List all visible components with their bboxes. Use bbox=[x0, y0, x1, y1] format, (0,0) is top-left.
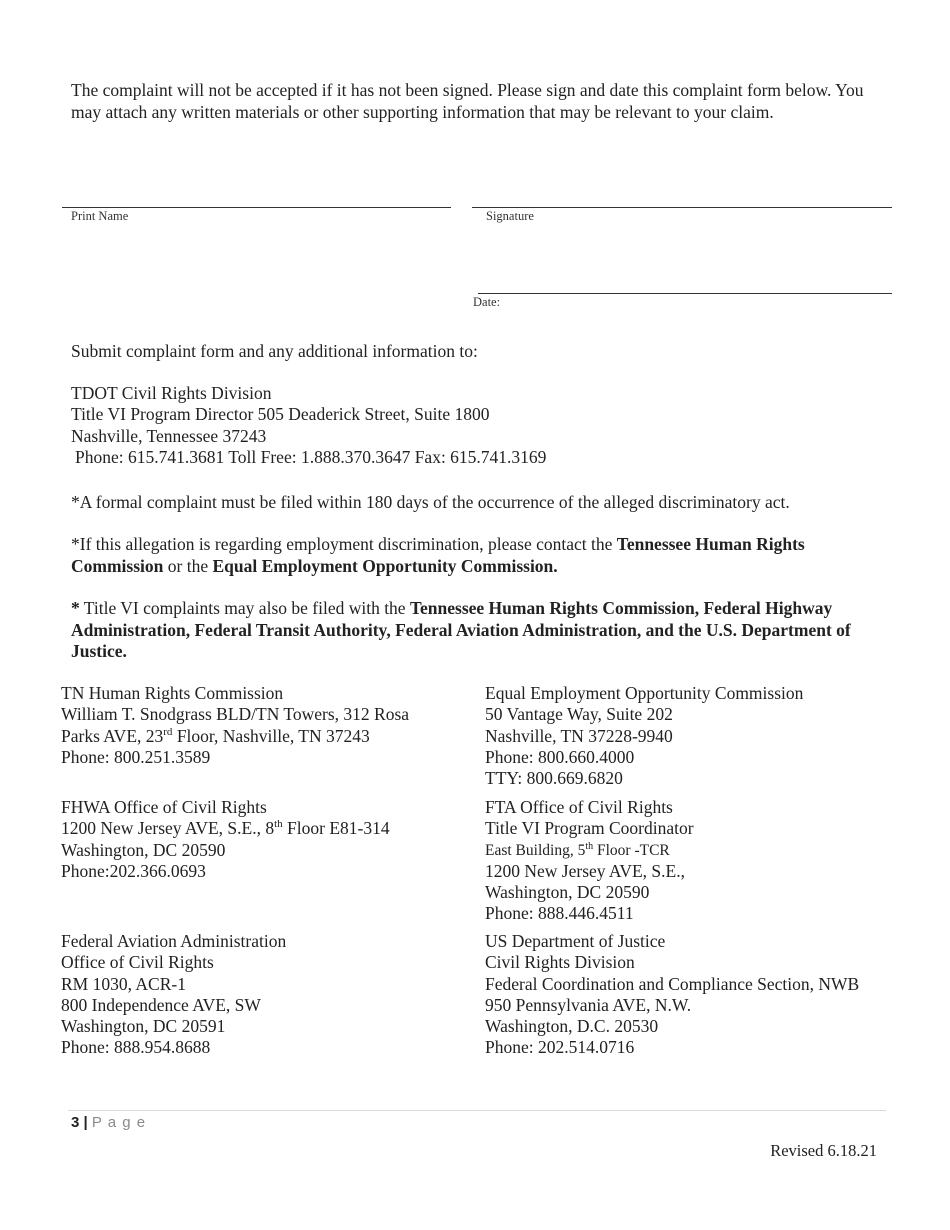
contact-phone: Phone: 800.660.4000 bbox=[485, 746, 635, 767]
tdot-line-4: Phone: 615.741.3681 Toll Free: 1.888.370.3647 Fax: 615.741.3169 bbox=[75, 446, 547, 467]
contact-address-line: Washington, DC 20590 bbox=[485, 882, 650, 903]
submit-intro: Submit complaint form and any additional information to: bbox=[71, 341, 478, 361]
contact-name: FHWA Office of Civil Rights bbox=[61, 797, 267, 817]
tdot-address bbox=[71, 383, 546, 468]
contact-name: FTA Office of Civil Rights bbox=[485, 797, 673, 817]
contact-phone: Phone: 888.954.8688 bbox=[61, 1037, 211, 1058]
contact-address-line: 800 Independence AVE, SW bbox=[61, 994, 261, 1015]
contact-address-line: Federal Coordination and Compliance Section, NWB bbox=[485, 973, 860, 994]
contact-phone: Phone: 800.251.3589 bbox=[61, 746, 211, 767]
contact-phone: Phone: 888.446.4511 bbox=[485, 903, 634, 924]
note-employment-thrc: Tennessee Human Rights Commission bbox=[71, 534, 805, 576]
note-employment bbox=[71, 534, 871, 577]
note-title-vi-text: Title VI complaints may also be filed with the bbox=[79, 598, 410, 618]
note-title-vi-agencies: Tennessee Human Rights Commission, Federal Highway Administration, Federal Transit Authority, Federal Aviation Administration, and the U.S. Department of Justice. bbox=[71, 598, 851, 661]
contact-doj bbox=[485, 931, 859, 1059]
contact-name: US Department of Justice bbox=[485, 931, 666, 951]
page-word: P a g e bbox=[91, 1114, 147, 1131]
signature-label: Signature bbox=[486, 209, 534, 223]
contact-address-line: 1200 New Jersey AVE, S.E., 8th Floor E81-314 bbox=[61, 818, 390, 839]
contact-address-line: Parks AVE, 23rd Floor, Nashville, TN 37243 bbox=[61, 725, 370, 746]
contact-phone: Phone:202.366.0693 bbox=[61, 860, 206, 881]
signature-line[interactable] bbox=[472, 207, 892, 208]
note-title-vi-star: * bbox=[71, 598, 80, 618]
contact-eeoc bbox=[485, 683, 803, 789]
tdot-line-3: Nashville, Tennessee 37243 bbox=[71, 425, 267, 446]
date-label: Date: bbox=[473, 295, 501, 309]
note-title-vi bbox=[71, 598, 871, 663]
note-employment-text-1: *If this allegation is regarding employment discrimination, please contact the bbox=[71, 534, 617, 554]
contact-address-line: Washington, DC 20590 bbox=[61, 839, 226, 860]
contact-fta bbox=[485, 797, 694, 925]
contact-phone: Phone: 202.514.0716 bbox=[485, 1037, 635, 1058]
print-name-line[interactable] bbox=[62, 207, 451, 208]
contact-address-line: 950 Pennsylvania AVE, N.W. bbox=[485, 994, 692, 1015]
contact-faa bbox=[61, 931, 286, 1059]
tdot-line-1: TDOT Civil Rights Division bbox=[71, 383, 272, 403]
contact-address-line: RM 1030, ACR-1 bbox=[61, 973, 186, 994]
contact-address-line: East Building, 5th Floor -TCR bbox=[485, 840, 670, 859]
contact-name: Equal Employment Opportunity Commission bbox=[485, 683, 804, 703]
contact-address-line: Civil Rights Division bbox=[485, 952, 635, 973]
contact-address-line: Title VI Program Coordinator bbox=[485, 818, 694, 839]
print-name-label: Print Name bbox=[71, 209, 129, 223]
page-number: 3 bbox=[71, 1114, 80, 1131]
contact-name: TN Human Rights Commission bbox=[61, 683, 284, 703]
page-separator: | bbox=[83, 1114, 88, 1131]
contact-address-line: Office of Civil Rights bbox=[61, 952, 214, 973]
contact-tty: TTY: 800.669.6820 bbox=[485, 768, 623, 789]
contact-tn-human-rights bbox=[61, 683, 409, 768]
contact-address-line: 1200 New Jersey AVE, S.E., bbox=[485, 860, 685, 881]
intro-paragraph: The complaint will not be accepted if it has not been signed. Please sign and date this complaint form below. You may attach any written materials or other supporting information that may be relevant to your claim. bbox=[71, 80, 864, 122]
date-line[interactable] bbox=[478, 293, 892, 294]
contact-fhwa bbox=[61, 797, 390, 882]
contact-address-line: Washington, D.C. 20530 bbox=[485, 1016, 659, 1037]
contact-address-line: Nashville, TN 37228-9940 bbox=[485, 725, 673, 746]
contact-name: Federal Aviation Administration bbox=[61, 931, 287, 951]
note-employment-text-2: or the bbox=[163, 555, 213, 576]
footer-rule bbox=[68, 1110, 886, 1111]
contact-address-line: 50 Vantage Way, Suite 202 bbox=[485, 704, 673, 725]
revised-date: Revised 6.18.21 bbox=[770, 1141, 877, 1160]
contact-address-line: William T. Snodgrass BLD/TN Towers, 312 Rosa bbox=[61, 704, 410, 725]
page-footer bbox=[71, 1114, 146, 1131]
contact-address-line: Washington, DC 20591 bbox=[61, 1016, 226, 1037]
tdot-line-2: Title VI Program Director 505 Deaderick Street, Suite 1800 bbox=[71, 404, 490, 425]
note-formal-complaint: *A formal complaint must be filed within 180 days of the occurrence of the alleged discriminatory act. bbox=[71, 492, 790, 512]
note-employment-eeoc: Equal Employment Opportunity Commission. bbox=[212, 555, 558, 576]
